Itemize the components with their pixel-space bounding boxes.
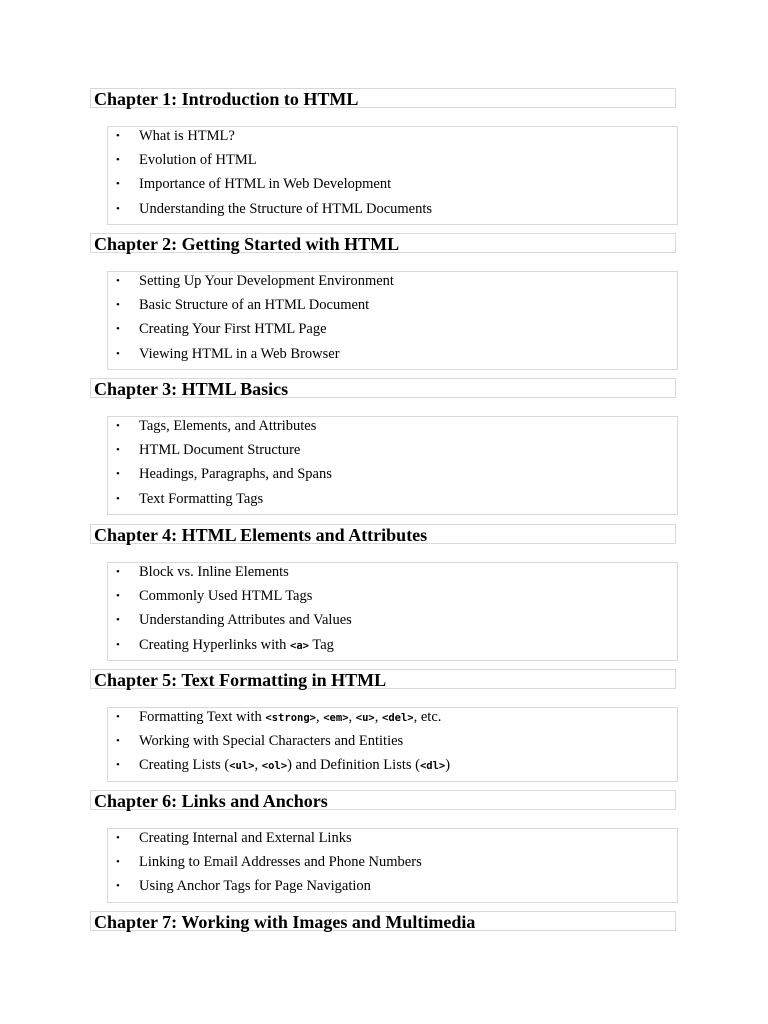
bullet-icon: • (116, 566, 120, 578)
text-run: Setting Up Your Development Environment (139, 273, 394, 289)
text-run: What is HTML? (139, 128, 235, 144)
inline-code-tag: <u> (355, 712, 375, 724)
text-run: Importance of HTML in Web Development (139, 176, 392, 193)
text-run: Creating Internal and External Links (139, 830, 352, 846)
bullet-icon: • (116, 759, 120, 772)
list-item-text (139, 586, 312, 606)
inline-code-tag: <ol> (261, 760, 288, 773)
bullet-icon: • (116, 856, 120, 869)
text-run: Working with Special Characters and Entities (139, 733, 404, 750)
bullet-icon: • (116, 590, 120, 603)
bullet-icon: • (116, 347, 120, 360)
list-item-text (139, 440, 300, 460)
list-item-text (139, 416, 316, 436)
list-item-text (139, 344, 340, 364)
chapter-heading-box (90, 88, 676, 108)
inline-code-tag: <strong> (265, 712, 316, 724)
text-run: Creating Lists ( (139, 757, 230, 774)
bullet-icon: • (116, 154, 120, 167)
list-item-text (139, 876, 371, 896)
chapter-heading-box (90, 790, 676, 810)
bullet-icon: • (116, 420, 120, 432)
list-item-text (139, 271, 394, 291)
bullet-icon: • (116, 880, 120, 893)
text-run: Block vs. Inline Elements (139, 564, 289, 580)
bullet-icon: • (116, 468, 120, 481)
bullet-icon: • (116, 275, 120, 287)
inline-code-tag: <em> (323, 712, 349, 724)
bullet-icon: • (116, 323, 120, 336)
chapter-topic-list (107, 271, 678, 370)
bullet-icon: • (116, 832, 120, 844)
list-item-text (139, 199, 432, 219)
text-run: Creating Your First HTML Page (139, 321, 327, 338)
inline-code-tag: <dl> (419, 760, 446, 773)
chapter-heading-box (90, 524, 676, 544)
inline-code-tag: <ul> (229, 760, 255, 773)
text-run: Creating Hyperlinks with (139, 636, 291, 653)
bullet-icon: • (116, 638, 120, 651)
chapter-heading-box (90, 669, 676, 689)
chapter-topic-list (107, 126, 678, 225)
text-run: Tag (309, 636, 334, 653)
text-run: Understanding Attributes and Values (139, 612, 352, 629)
text-run: Basic Structure of an HTML Document (139, 297, 370, 314)
text-run: Formatting Text with (139, 709, 266, 725)
chapter-title: Chapter 5: Text Formatting in HTML (94, 670, 387, 690)
inline-code-tag: <a> (290, 639, 309, 652)
list-item-text (139, 731, 403, 751)
text-run: ) (445, 757, 451, 774)
bullet-icon: • (116, 711, 120, 723)
chapter-title: Chapter 3: HTML Basics (94, 379, 289, 399)
chapter-title: Chapter 6: Links and Anchors (94, 791, 328, 811)
text-run: Text Formatting Tags (139, 490, 264, 507)
list-item-text (139, 295, 369, 315)
bullet-icon: • (116, 178, 120, 191)
text-run: , (254, 757, 262, 774)
list-item-text (139, 852, 422, 872)
chapter-heading-box (90, 911, 676, 931)
chapter-topic-list (107, 562, 678, 661)
text-run: , etc. (413, 709, 442, 725)
text-run: , (374, 709, 382, 725)
list-item-text (139, 319, 327, 339)
bullet-icon: • (116, 444, 120, 457)
text-run: , (315, 709, 324, 725)
list-item-text (139, 635, 334, 656)
list-item-text (139, 126, 235, 146)
chapter-title: Chapter 1: Introduction to HTML (94, 89, 359, 109)
chapter-topic-list (107, 707, 678, 782)
bullet-icon: • (116, 299, 120, 312)
chapter-title: Chapter 4: HTML Elements and Attributes (94, 525, 428, 545)
text-run: Viewing HTML in a Web Browser (139, 345, 340, 362)
text-run: Evolution of HTML (139, 152, 257, 169)
list-item-text (139, 610, 352, 630)
chapter-topic-list (107, 828, 678, 903)
list-item-text (139, 150, 257, 170)
text-run: Linking to Email Addresses and Phone Numbers (139, 854, 422, 871)
text-run: Tags, Elements, and Attributes (139, 418, 317, 434)
text-run: , (348, 709, 356, 725)
text-run: Headings, Paragraphs, and Spans (139, 466, 332, 483)
bullet-icon: • (116, 735, 120, 748)
text-run: Understanding the Structure of HTML Documents (139, 200, 433, 217)
list-item-text (139, 174, 391, 194)
inline-code-tag: <del> (382, 712, 414, 724)
list-item-text (139, 562, 289, 582)
text-run: Commonly Used HTML Tags (139, 588, 313, 605)
list-item-text (139, 828, 352, 848)
list-item-text (139, 707, 441, 728)
text-run: HTML Document Structure (139, 442, 301, 459)
chapter-title: Chapter 2: Getting Started with HTML (94, 234, 400, 254)
bullet-icon: • (116, 130, 120, 142)
chapter-title: Chapter 7: Working with Images and Multimedia (94, 912, 476, 932)
bullet-icon: • (116, 492, 120, 505)
bullet-icon: • (116, 614, 120, 627)
text-run: ) and Definition Lists ( (287, 757, 420, 774)
list-item-text (139, 464, 332, 484)
text-run: Using Anchor Tags for Page Navigation (139, 878, 371, 895)
list-item-text (139, 755, 450, 776)
chapter-heading-box (90, 378, 676, 398)
chapter-heading-box (90, 233, 676, 253)
bullet-icon: • (116, 202, 120, 215)
list-item-text (139, 489, 263, 509)
chapter-topic-list (107, 416, 678, 515)
